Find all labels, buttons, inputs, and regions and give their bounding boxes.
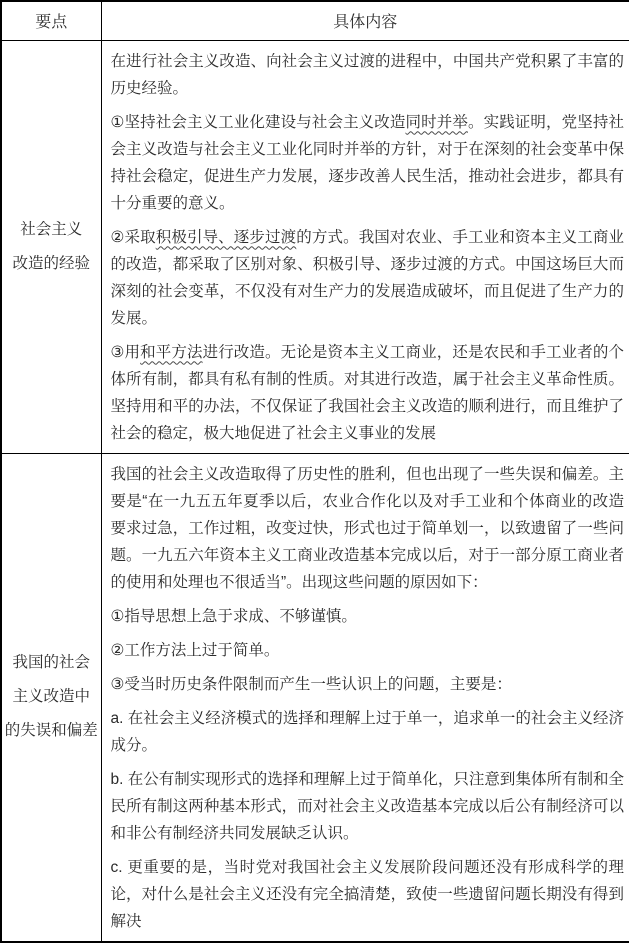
paragraph-text: ②工作方法上过于简单。 (110, 641, 280, 659)
paragraph (111, 461, 625, 596)
topic-line: 主义改造中 (12, 688, 90, 705)
content-cell (101, 40, 629, 453)
paragraph-text: c. 更重要的是，当时党对我国社会主义发展阶段问题还没有形成科学的理论，对什么是社会主义还没有完全搞清楚，致使一些遗留问题长期没有得到解决 (110, 858, 624, 930)
paragraph-text: 我国的社会主义改造取得了历史性的胜利，但也出现了一些失误和偏差。主要是“在一九五五年夏季以后，农业合作化以及对手工业和个体商业的改造要求过急，工作过粗，改变过快，形式也过于简单划一，以致遗留了一些问题。一九五六年资本主义工商业改造基本完成以后，对于一部分原工商业者的使用和处理也不很适当”。出现这些问题的原因如下： (110, 465, 624, 591)
topic-line: 社会主义 (20, 220, 83, 238)
paragraph (111, 109, 625, 217)
paragraph (111, 224, 625, 332)
header-keypoints: 要点 (1, 1, 101, 40)
topic-line: 改造的经验 (12, 254, 90, 272)
wavy-underline-text: 和平方法 (140, 343, 203, 361)
paragraph-text: 在进行社会主义改造、向社会主义过渡的进程中，中国共产党积累了丰富的历史经验。 (110, 52, 624, 97)
paragraph-text: ①坚持社会主义工业化建设与社会主义改造 (110, 113, 406, 131)
paragraph-text: ①指导思想上急于求成、不够谨慎。 (110, 607, 357, 625)
paragraph-text: 的方式。我国对农业、手工业和资本主义工商业的改造，都采取了区别对象、积极引导、逐步过渡的方式。中国这场巨大而深刻的社会变革，不仅没有对生产力的发展造成破坏，而且促进了生产力的发展。 (110, 228, 624, 327)
paragraph (111, 854, 625, 935)
paragraph (111, 637, 625, 664)
paragraph (111, 48, 625, 102)
paragraph (111, 671, 625, 698)
topic-cell (1, 40, 101, 453)
content-cell (101, 453, 629, 942)
paragraph (111, 603, 625, 630)
wavy-underline-text: 积极引导、逐步过渡 (155, 228, 297, 246)
topic-line: 我国的社会 (12, 654, 90, 671)
paragraph-text: 。实践证明，党坚持社会主义改造与社会主义工业化同时并举的方针，对于在深刻的社会变革中保持社会稳定，促进生产力发展，逐步改善人民生活，推动社会进步，都具有十分重要的意义。 (110, 113, 624, 212)
paragraph-text: a. 在社会主义经济模式的选择和理解上过于单一，追求单一的社会主义经济成分。 (110, 709, 624, 754)
table-row (1, 40, 629, 453)
paragraph (111, 766, 625, 847)
paragraph-text: ③用 (110, 343, 141, 361)
paragraph (111, 705, 625, 759)
paragraph-text: ②采取 (110, 228, 156, 246)
header-row (1, 1, 629, 40)
table-body (1, 40, 629, 942)
paragraph (111, 339, 625, 447)
header-content: 具体内容 (101, 1, 629, 40)
topic-cell (1, 453, 101, 942)
topic-line: 的失误和偏差 (4, 722, 98, 739)
table-row (1, 453, 629, 942)
paragraph-text: ③受当时历史条件限制而产生一些认识上的问题，主要是： (110, 675, 512, 693)
paragraph-text: b. 在公有制实现形式的选择和理解上过于简单化，只注意到集体所有制和全民所有制这两种基本形式，而对社会主义改造基本完成以后公有制经济可以和非公有制经济共同发展缺乏认识。 (110, 770, 624, 842)
paragraph-text: 进行改造。无论是资本主义工商业，还是农民和手工业者的个体所有制，都具有私有制的性质。对其进行改造，属于社会主义革命性质。坚持用和平的办法，不仅保证了我国社会主义改造的顺利进行，而且维护了社会的稳定，极大地促进了社会主义事业的发展 (110, 343, 624, 442)
wavy-underline-text: 同时并举 (405, 113, 468, 131)
